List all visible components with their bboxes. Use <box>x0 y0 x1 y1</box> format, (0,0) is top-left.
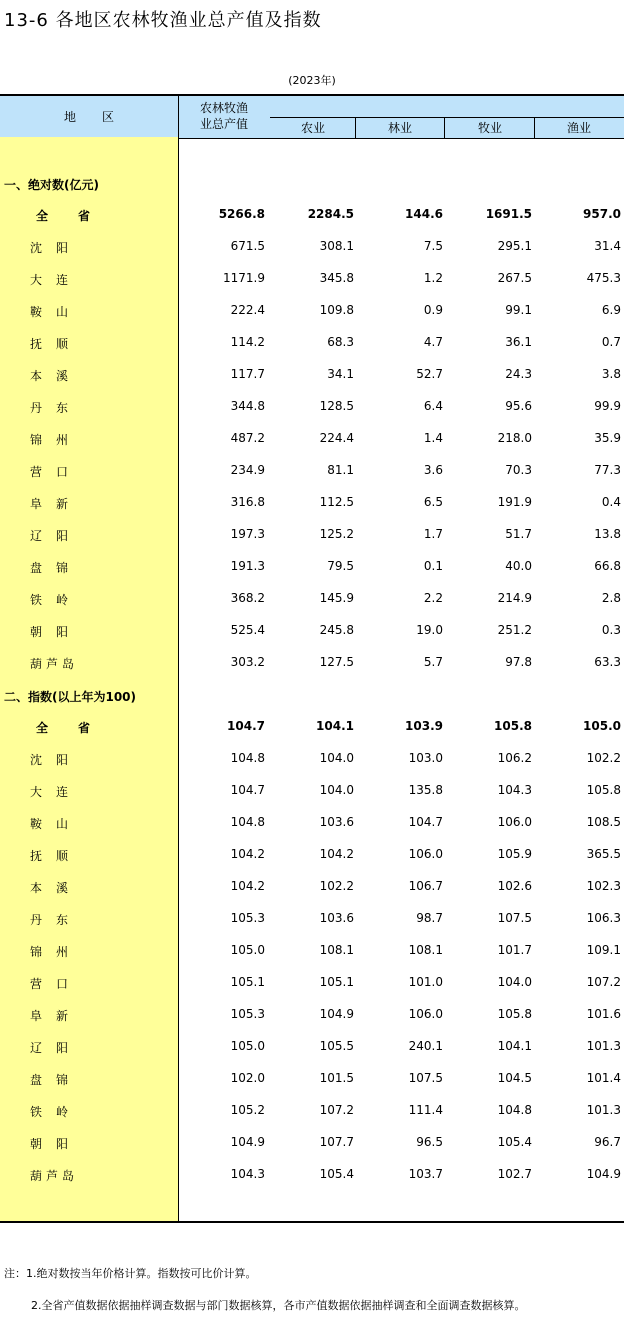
region-name: 丹东 <box>30 401 83 415</box>
value-cell: 125.2 <box>319 527 354 541</box>
value-cell: 99.9 <box>594 399 621 413</box>
value-cell: 105.4 <box>497 1135 532 1149</box>
table-row <box>0 903 624 935</box>
value-cell: 7.5 <box>423 239 443 253</box>
value-cell: 6.5 <box>423 495 443 509</box>
value-cell: 316.8 <box>230 495 265 509</box>
table-row <box>0 1127 624 1159</box>
value-cell: 0.1 <box>423 559 443 573</box>
value-cell: 487.2 <box>230 431 265 445</box>
value-cell: 106.2 <box>497 751 532 765</box>
region-name: 抚顺 <box>30 849 83 863</box>
value-cell: 104.1 <box>316 719 354 733</box>
value-cell: 81.1 <box>327 463 354 477</box>
value-cell: 105.3 <box>230 1007 265 1021</box>
value-cell: 79.5 <box>327 559 354 573</box>
region-name: 阜新 <box>30 497 83 511</box>
value-cell: 108.1 <box>319 943 354 957</box>
value-cell: 97.8 <box>505 655 532 669</box>
value-cell: 218.0 <box>497 431 532 445</box>
value-cell: 5.7 <box>423 655 443 669</box>
region-name: 辽阳 <box>30 529 83 543</box>
year-label: (2023年) <box>288 74 336 87</box>
header-total <box>179 100 269 132</box>
header-agriculture: 农业 <box>272 118 354 136</box>
value-cell: 104.3 <box>497 783 532 797</box>
value-cell: 104.9 <box>319 1007 354 1021</box>
value-cell: 4.7 <box>423 335 443 349</box>
region-name: 阜新 <box>30 1009 83 1023</box>
value-cell: 70.3 <box>505 463 532 477</box>
value-cell: 103.0 <box>408 751 443 765</box>
region-name: 朝阳 <box>30 1137 83 1151</box>
value-cell: 295.1 <box>497 239 532 253</box>
value-cell: 1.4 <box>423 431 443 445</box>
value-cell: 104.7 <box>227 719 265 733</box>
value-cell: 103.7 <box>408 1167 443 1181</box>
value-cell: 251.2 <box>497 623 532 637</box>
value-cell: 197.3 <box>230 527 265 541</box>
value-cell: 34.1 <box>327 367 354 381</box>
region-name: 盘锦 <box>30 561 83 575</box>
value-cell: 104.0 <box>319 751 354 765</box>
value-cell: 222.4 <box>230 303 265 317</box>
table-row <box>0 1159 624 1191</box>
value-cell: 365.5 <box>586 847 621 861</box>
value-cell: 671.5 <box>230 239 265 253</box>
value-cell: 104.0 <box>319 783 354 797</box>
value-cell: 0.3 <box>601 623 621 637</box>
table-row <box>0 231 624 263</box>
value-cell: 107.5 <box>497 911 532 925</box>
value-cell: 63.3 <box>594 655 621 669</box>
value-cell: 104.1 <box>497 1039 532 1053</box>
value-cell: 145.9 <box>319 591 354 605</box>
region-name: 营口 <box>30 465 83 479</box>
value-cell: 68.3 <box>327 335 354 349</box>
table-header <box>0 94 624 139</box>
value-cell: 2.2 <box>423 591 443 605</box>
value-cell: 106.7 <box>408 879 443 893</box>
table-row <box>0 839 624 871</box>
value-cell: 114.2 <box>230 335 265 349</box>
value-cell: 105.3 <box>230 911 265 925</box>
value-cell: 98.7 <box>416 911 443 925</box>
value-cell: 102.0 <box>230 1071 265 1085</box>
region-name: 辽阳 <box>30 1041 83 1055</box>
value-cell: 957.0 <box>583 207 621 221</box>
value-cell: 102.2 <box>586 751 621 765</box>
value-cell: 3.6 <box>423 463 443 477</box>
region-name: 本溪 <box>30 881 83 895</box>
value-cell: 101.0 <box>408 975 443 989</box>
value-cell: 344.8 <box>230 399 265 413</box>
value-cell: 6.9 <box>601 303 621 317</box>
value-cell: 0.9 <box>423 303 443 317</box>
value-cell: 234.9 <box>230 463 265 477</box>
value-cell: 106.0 <box>408 847 443 861</box>
value-cell: 105.4 <box>319 1167 354 1181</box>
value-cell: 101.3 <box>586 1103 621 1117</box>
region-name: 抚顺 <box>30 337 83 351</box>
value-cell: 0.7 <box>601 335 621 349</box>
table-row <box>0 455 624 487</box>
value-cell: 105.9 <box>497 847 532 861</box>
value-cell: 104.9 <box>230 1135 265 1149</box>
value-cell: 108.1 <box>408 943 443 957</box>
value-cell: 105.5 <box>319 1039 354 1053</box>
region-name: 朝阳 <box>30 625 83 639</box>
value-cell: 24.3 <box>505 367 532 381</box>
value-cell: 104.3 <box>230 1167 265 1181</box>
region-name: 沈阳 <box>30 241 83 255</box>
value-cell: 104.7 <box>408 815 443 829</box>
header-animal-husbandry: 牧业 <box>448 118 532 136</box>
table-row <box>0 359 624 391</box>
table-row <box>0 327 624 359</box>
value-cell: 105.8 <box>497 1007 532 1021</box>
value-cell: 1.2 <box>423 271 443 285</box>
value-cell: 101.7 <box>497 943 532 957</box>
table-row <box>0 487 624 519</box>
section-label: 二、指数(以上年为100) <box>4 690 137 704</box>
value-cell: 105.0 <box>230 943 265 957</box>
value-cell: 240.1 <box>408 1039 443 1053</box>
region-name: 葫芦岛 <box>30 657 79 671</box>
table-row <box>0 423 624 455</box>
region-name: 沈阳 <box>30 753 83 767</box>
header-fishery: 渔业 <box>537 118 621 136</box>
value-cell: 5266.8 <box>218 207 265 221</box>
value-cell: 103.6 <box>319 815 354 829</box>
value-cell: 102.3 <box>586 879 621 893</box>
value-cell: 103.6 <box>319 911 354 925</box>
value-cell: 104.9 <box>586 1167 621 1181</box>
value-cell: 104.0 <box>497 975 532 989</box>
table-row <box>0 519 624 551</box>
value-cell: 102.2 <box>319 879 354 893</box>
value-cell: 2284.5 <box>307 207 354 221</box>
region-name: 锦州 <box>30 433 83 447</box>
region-name: 本溪 <box>30 369 83 383</box>
value-cell: 128.5 <box>319 399 354 413</box>
value-cell: 191.9 <box>497 495 532 509</box>
table-row <box>0 1095 624 1127</box>
value-cell: 105.8 <box>586 783 621 797</box>
table-row <box>0 583 624 615</box>
table-row <box>0 871 624 903</box>
region-name: 大连 <box>30 273 83 287</box>
region-name: 铁岭 <box>30 1105 83 1119</box>
value-cell: 191.3 <box>230 559 265 573</box>
section-label: 一、绝对数(亿元) <box>4 178 99 192</box>
value-cell: 104.2 <box>230 879 265 893</box>
value-cell: 111.4 <box>408 1103 443 1117</box>
value-cell: 102.7 <box>497 1167 532 1181</box>
value-cell: 104.8 <box>230 815 265 829</box>
value-cell: 112.5 <box>319 495 354 509</box>
value-cell: 104.8 <box>230 751 265 765</box>
value-cell: 308.1 <box>319 239 354 253</box>
table-row <box>0 775 624 807</box>
value-cell: 106.0 <box>497 815 532 829</box>
header-region: 地区 <box>63 110 140 124</box>
region-name: 全省 <box>36 721 121 735</box>
value-cell: 104.8 <box>497 1103 532 1117</box>
value-cell: 107.7 <box>319 1135 354 1149</box>
value-cell: 101.3 <box>586 1039 621 1053</box>
value-cell: 40.0 <box>505 559 532 573</box>
value-cell: 109.8 <box>319 303 354 317</box>
value-cell: 117.7 <box>230 367 265 381</box>
value-cell: 51.7 <box>505 527 532 541</box>
value-cell: 101.5 <box>319 1071 354 1085</box>
value-cell: 106.3 <box>586 911 621 925</box>
value-cell: 109.1 <box>586 943 621 957</box>
value-cell: 35.9 <box>594 431 621 445</box>
value-cell: 105.0 <box>583 719 621 733</box>
table-row <box>0 1063 624 1095</box>
region-name: 葫芦岛 <box>30 1169 79 1183</box>
value-cell: 345.8 <box>319 271 354 285</box>
value-cell: 135.8 <box>408 783 443 797</box>
table-row <box>0 807 624 839</box>
value-cell: 267.5 <box>497 271 532 285</box>
value-cell: 105.8 <box>494 719 532 733</box>
header-forestry: 林业 <box>359 118 441 136</box>
value-cell: 1171.9 <box>223 271 265 285</box>
value-cell: 144.6 <box>405 207 443 221</box>
value-cell: 525.4 <box>230 623 265 637</box>
region-name: 大连 <box>30 785 83 799</box>
value-cell: 99.1 <box>505 303 532 317</box>
value-cell: 95.6 <box>505 399 532 413</box>
value-cell: 106.0 <box>408 1007 443 1021</box>
value-cell: 245.8 <box>319 623 354 637</box>
value-cell: 3.8 <box>601 367 621 381</box>
value-cell: 31.4 <box>594 239 621 253</box>
value-cell: 52.7 <box>416 367 443 381</box>
value-cell: 303.2 <box>230 655 265 669</box>
value-cell: 224.4 <box>319 431 354 445</box>
value-cell: 104.2 <box>319 847 354 861</box>
value-cell: 19.0 <box>416 623 443 637</box>
value-cell: 36.1 <box>505 335 532 349</box>
value-cell: 104.5 <box>497 1071 532 1085</box>
table-row <box>0 615 624 647</box>
value-cell: 104.2 <box>230 847 265 861</box>
table-row <box>0 295 624 327</box>
value-cell: 77.3 <box>594 463 621 477</box>
value-cell: 1.7 <box>423 527 443 541</box>
value-cell: 0.4 <box>601 495 621 509</box>
region-name: 丹东 <box>30 913 83 927</box>
region-name: 铁岭 <box>30 593 83 607</box>
table-row <box>0 999 624 1031</box>
table-row <box>0 551 624 583</box>
value-cell: 96.5 <box>416 1135 443 1149</box>
header-total-line1: 农林牧渔 <box>199 101 248 115</box>
region-name: 盘锦 <box>30 1073 83 1087</box>
value-cell: 96.7 <box>594 1135 621 1149</box>
table-row <box>0 967 624 999</box>
header-total-line2: 业总产值 <box>199 117 248 131</box>
table-row <box>0 647 624 679</box>
table-row <box>0 711 624 743</box>
region-name: 鞍山 <box>30 305 83 319</box>
table-row <box>0 263 624 295</box>
note-1: 注：1.绝对数按当年价格计算。指数按可比价计算。 <box>4 1267 257 1280</box>
value-cell: 475.3 <box>586 271 621 285</box>
value-cell: 13.8 <box>594 527 621 541</box>
table-row <box>0 935 624 967</box>
value-cell: 101.6 <box>586 1007 621 1021</box>
value-cell: 103.9 <box>405 719 443 733</box>
table-row <box>0 199 624 231</box>
value-cell: 214.9 <box>497 591 532 605</box>
region-name: 营口 <box>30 977 83 991</box>
value-cell: 6.4 <box>423 399 443 413</box>
table-row <box>0 743 624 775</box>
region-name: 锦州 <box>30 945 83 959</box>
value-cell: 368.2 <box>230 591 265 605</box>
value-cell: 2.8 <box>601 591 621 605</box>
value-cell: 108.5 <box>586 815 621 829</box>
value-cell: 127.5 <box>319 655 354 669</box>
region-name: 鞍山 <box>30 817 83 831</box>
table-row <box>0 1031 624 1063</box>
value-cell: 102.6 <box>497 879 532 893</box>
value-cell: 107.2 <box>319 1103 354 1117</box>
value-cell: 105.1 <box>319 975 354 989</box>
table-row <box>0 391 624 423</box>
note-2: 2.全省产值数据依据抽样调查数据与部门数据核算，各市产值数据依据抽样调查和全面调查数据核算。 <box>31 1299 526 1312</box>
value-cell: 104.7 <box>230 783 265 797</box>
value-cell: 66.8 <box>594 559 621 573</box>
value-cell: 105.2 <box>230 1103 265 1117</box>
value-cell: 107.5 <box>408 1071 443 1085</box>
value-cell: 105.1 <box>230 975 265 989</box>
value-cell: 105.0 <box>230 1039 265 1053</box>
region-name: 全省 <box>36 209 121 223</box>
value-cell: 1691.5 <box>485 207 532 221</box>
value-cell: 101.4 <box>586 1071 621 1085</box>
value-cell: 107.2 <box>586 975 621 989</box>
page-title: 13-6 各地区农林牧渔业总产值及指数 <box>4 10 322 31</box>
